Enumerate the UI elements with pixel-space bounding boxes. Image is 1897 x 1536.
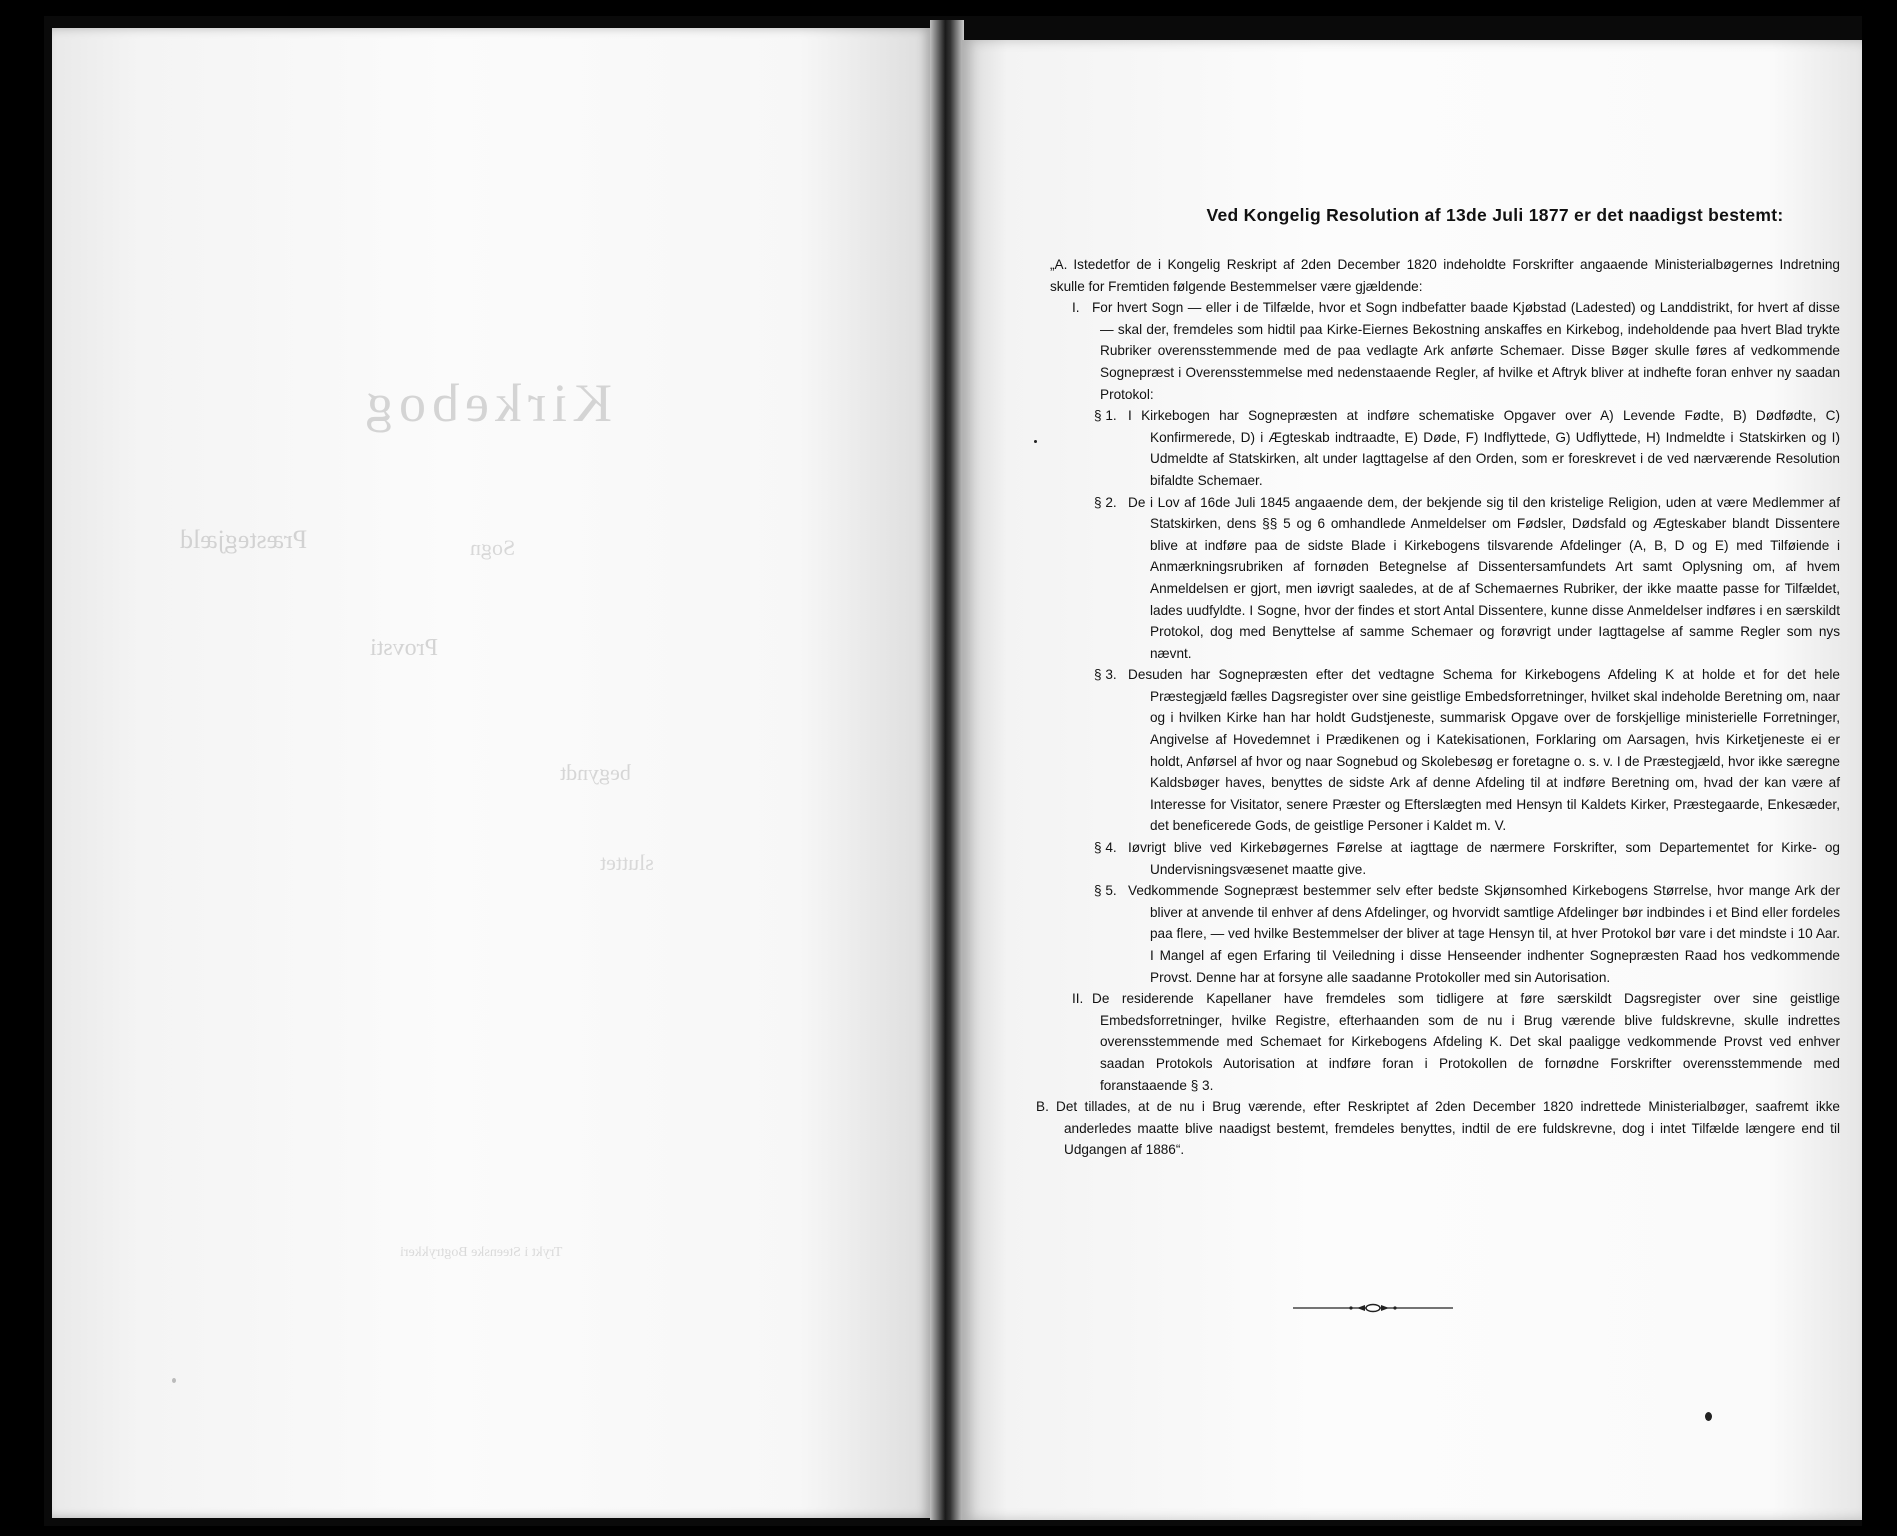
resolution-text <box>1050 205 1840 1161</box>
paragraph-section-5: § 5. Vedkommende Sognepræst bestemmer selv efter bedste Skjønsomhed Kirkebogens Størrelse, hvor mange Ark der bliver at anvende til enhver af dens Afdelinger, og hvorvidt samtlige Afdelinger bør indbindes i et Bind eller fordeles paa flere, — ved hvilke Bestemmelser der bliver at tage Hensyn til, at hver Protokol bør vare i det mindste i 10 Aar. I Mangel af egen Erfaring til Veiledning i disse Henseender indhenter Sognepræsten Raad hos vedkommende Provst. Denne har at forsyne alle saadanne Protokoller med sin Autorisation. <box>1094 883 1840 985</box>
paragraph-text: Vedkommende Sognepræst bestemmer selv efter bedste Skjønsomhed Kirkebogens Størrelse, hvor mange Ark der bliver at anvende til enhver af dens Afdelinger, og hvorvidt samtlige Afdelinger bør indbindes i et Bind eller fordeles paa flere, — ved hvilke Bestemmelser der bliver at tage Hensyn til, at hver Protokol bør vare i det mindste i 10 Aar. I Mangel af egen Erfaring til Veiledning i disse Henseender indhenter Sognepræsten Raad hos vedkommende Provst. Denne har at forsyne alle saadanne Protokoller med sin Autorisation. <box>1128 883 1840 985</box>
paragraph-b <box>1050 1096 1840 1161</box>
show-through-title: Kirkebog <box>360 373 612 433</box>
ornament-divider <box>1293 1302 1453 1314</box>
paragraph-a <box>1050 254 1840 297</box>
paragraph-text: For hvert Sogn — eller i de Tilfælde, hvor et Sogn indbefatter baade Kjøbstad (Ladested) og Landdistrikt, for hvert af disse — skal der, fremdeles som hidtil paa Kirke-Eiernes Bekostning anskaffes en Kirkebog, indeholdende paa hvert Blad trykte Rubriker overensstemmende med de paa vedlagte Ark anførte Schemaer. Disse Bøger skulle føres af vedkommende Sognepræst i Overensstemmelse med nedenstaaende Regler, af hvilke et Aftryk bliver at indhefte foran enhver ny saadan Protokol: <box>1092 300 1840 402</box>
paragraph-text: I Kirkebogen har Sognepræsten at indføre schematiske Opgaver over A) Levende Fødte, B) Dødfødte, C) Konfirmerede, D) i Ægteskab indtraadte, E) Døde, F) Indflyttede, G) Udflyttede, H) Indmeldte i Statskirken og I) Udmeldte af Statskirken, alt under Iagttagelse af den Orden, som er foreskrevet i de ved nærværende Resolution bifaldte Schemaer. <box>1128 408 1840 488</box>
paragraph-text: Det tillades, at de nu i Brug værende, efter Reskriptet af 2den December 1820 indrettede Ministerialbøger, saafremt ikke anderledes maatte blive naadigst bestemt, fremdeles benyttes, indtil de ere fuldskrevne, dog i intet Tilfælde længere end til Udgangen af 1886“. <box>1056 1099 1840 1158</box>
show-through-provsti: Provsti <box>370 635 439 661</box>
show-through-printer: Trykt i Steenske Bogtrykkeri <box>400 1245 563 1260</box>
paragraph-section-2: § 2. De i Lov af 16de Juli 1845 angaaende dem, der bekjende sig til den kristelige Religion, uden at være Medlemmer af Statskirken, dens §§ 5 og 6 omhandlede Anmeldelser om Fødsler, Dødsfald og Ægteskaber blandt Dissentere blive at indføre paa de sidste Blade i Kirkebogens tilsvarende Afdelinger (A, B, D og E) med Tilføiende i Anmærkningsrubriken af fornøden Betegnelse af Dissentersamfundets Art samt Oplysning om, af hvem Anmeldelsen er gjort, men iøvrigt saaledes, at de af Schemaernes Rubriker, der ikke maatte passe for Tilfældet, lades uudfyldte. I Sogne, hvor der findes et stort Antal Dissentere, kunne disse Anmeldelser indføres i en særskildt Protokol, dog med Benyttelse af samme Schemaer og forøvrigt under Iagttagelse af samme Regler som nys nævnt. <box>1094 494 1840 661</box>
paragraph-text: Iøvrigt blive ved Kirkebøgernes Førelse at iagttage de nærmere Forskrifter, som Departementet for Kirke- og Undervisningsvæsenet maatte give. <box>1128 840 1840 877</box>
book-gutter <box>930 20 964 1520</box>
paragraph-text: De i Lov af 16de Juli 1845 angaaende dem, der bekjende sig til den kristelige Religion, uden at være Medlemmer af Statskirken, dens §§ 5 og 6 omhandlede Anmeldelser om Fødsler, Dødsfald og Ægteskaber blandt Dissentere blive at indføre paa de sidste Blade i Kirkebogens tilsvarende Afdelinger (A, B, D og E) med Tilføiende i Anmærkningsrubriken af fornøden Betegnelse af Dissentersamfundets Art samt Oplysning om, af hvem Anmeldelsen er gjort, men iøvrigt saaledes, at de af Schemaernes Rubriker, der ikke maatte passe for Tilfældet, lades uudfyldte. I Sogne, hvor der findes et stort Antal Dissentere, kunne disse Anmeldelser indføres i en særskildt Protokol, dog med Benyttelse af samme Schemaer og forøvrigt under Iagttagelse af samme Regler som nys nævnt. <box>1128 494 1840 661</box>
paragraph-marker: „A. <box>1050 257 1068 272</box>
page-title: Ved Kongelig Resolution af 13de Juli 1877 er det naadigst bestemt: <box>1206 205 1784 225</box>
paragraph-i: I. For hvert Sogn — eller i de Tilfælde, hvor et Sogn indbefatter baade Kjøbstad (Ladested) og Landdistrikt, for hvert af disse — skal der, fremdeles som hidtil paa Kirke-Eiernes Bekostning anskaffes en Kirkebog, indeholdende paa hvert Blad trykte Rubriker overensstemmende med de paa vedlagte Ark anførte Schemaer. Disse Bøger skulle føres af vedkommende Sognepræst i Overensstemmelse med nedenstaaende Regler, af hvilke et Aftryk bliver at indhefte foran enhver ny saadan Protokol: <box>1072 300 1840 402</box>
page-fleck <box>1034 440 1037 443</box>
paragraph-text: Desuden har Sognepræsten efter det vedtagne Schema for Kirkebogens Afdeling K at holde et for det hele Præstegjæld fælles Dagsregister over sine geistlige Embedsforretninger, hvilket skal indeholde Beretning om, naar og i hvilken Kirke han har holdt Gudstjeneste, summarisk Opgave over de forskjellige ministerielle Forretninger, Angivelse af Hovedemnet i Prædikenen og i Katekisationen, Forklaring om Aarsagen, hvis Kirketjeneste ei er holdt, Anførsel af hvor og naar Sognebud og Skolebesøg er foretagne o. s. v. I de Præstegjæld, hvor ikke særegne Kaldsbøger haves, benyttes de sidste Ark af denne Afdeling til at indføre Beretning om, hvad der kan være af Interesse for Visitator, senere Præster og Efterslægten med Hensyn til Kaldets Kirker, Præstegaarde, Enkesæder, det beneficerede Gods, de geistlige Personer i Kaldet m. V. <box>1128 667 1840 834</box>
show-through-sogn: Sogn <box>470 535 516 560</box>
paragraph-ii: II. De residerende Kapellaner have fremdeles som tidligere at føre særskildt Dagsregister over sine geistlige Embedsforretninger, hvilke Registre, efterhaanden som de nu i Brug værende blive fuldskrevne, skulle indrettes overensstemmende med Schemaet for Kirkebogens Afdeling K. Det skal paaligge vedkommende Provst ved enhver saadan Protokols Autorisation at indføre foran i Protokollen de fornødne Forskrifter overensstemmende med foranstaaende § 3. <box>1072 991 1840 1093</box>
paragraph-text: Istedetfor de i Kongelig Reskript af 2den December 1820 indeholdte Forskrifter angaaende Ministerialbøgernes Indretning skulle for Fremtiden følgende Bestemmelser være gjældende: <box>1050 257 1840 294</box>
page-fleck <box>172 1378 176 1383</box>
paragraph-text: De residerende Kapellaner have fremdeles som tidligere at føre særskildt Dagsregister over sine geistlige Embedsforretninger, hvilke Registre, efterhaanden som de nu i Brug værende blive fuldskrevne, skulle indrettes overensstemmende med Schemaet for Kirkebogens Afdeling K. Det skal paaligge vedkommende Provst ved enhver saadan Protokols Autorisation at indføre foran i Protokollen de fornødne Forskrifter overensstemmende med foranstaaende § 3. <box>1092 991 1840 1093</box>
paragraph-section-1: § 1. I Kirkebogen har Sognepræsten at indføre schematiske Opgaver over A) Levende Fødte, B) Dødfødte, C) Konfirmerede, D) i Ægteskab indtraadte, E) Døde, F) Indflyttede, G) Udflyttede, H) Indmeldte i Statskirken og I) Udmeldte af Statskirken, alt under Iagttagelse af den Orden, som er foreskrevet i de ved nærværende Resolution bifaldte Schemaer. <box>1094 408 1840 488</box>
show-through-parish: Præstegjæld <box>180 525 308 554</box>
show-through-sluttet: sluttet <box>600 850 654 875</box>
show-through-begyndt: begyndt <box>560 760 631 785</box>
left-page <box>52 28 932 1518</box>
paragraph-section-4: § 4. Iøvrigt blive ved Kirkebøgernes Førelse at iagttage de nærmere Forskrifter, som Departementet for Kirke- og Undervisningsvæsenet maatte give. <box>1094 840 1840 877</box>
paragraph-section-3: § 3. Desuden har Sognepræsten efter det vedtagne Schema for Kirkebogens Afdeling K at holde et for det hele Præstegjæld fælles Dagsregister over sine geistlige Embedsforretninger, hvilket skal indeholde Beretning om, naar og i hvilken Kirke han har holdt Gudstjeneste, summarisk Opgave over de forskjellige ministerielle Forretninger, Angivelse af Hovedemnet i Prædikenen og i Katekisationen, Forklaring om Aarsagen, hvis Kirketjeneste ei er holdt, Anførsel af hvor og naar Sognebud og Skolebesøg er foretagne o. s. v. I de Præstegjæld, hvor ikke særegne Kaldsbøger haves, benyttes de sidste Ark af denne Afdeling til at indføre Beretning om, hvad der kan være af Interesse for Visitator, senere Præster og Efterslægten med Hensyn til Kaldets Kirker, Præstegaarde, Enkesæder, det beneficerede Gods, de geistlige Personer i Kaldet m. V. <box>1094 667 1840 834</box>
page-fleck <box>1705 1412 1712 1421</box>
